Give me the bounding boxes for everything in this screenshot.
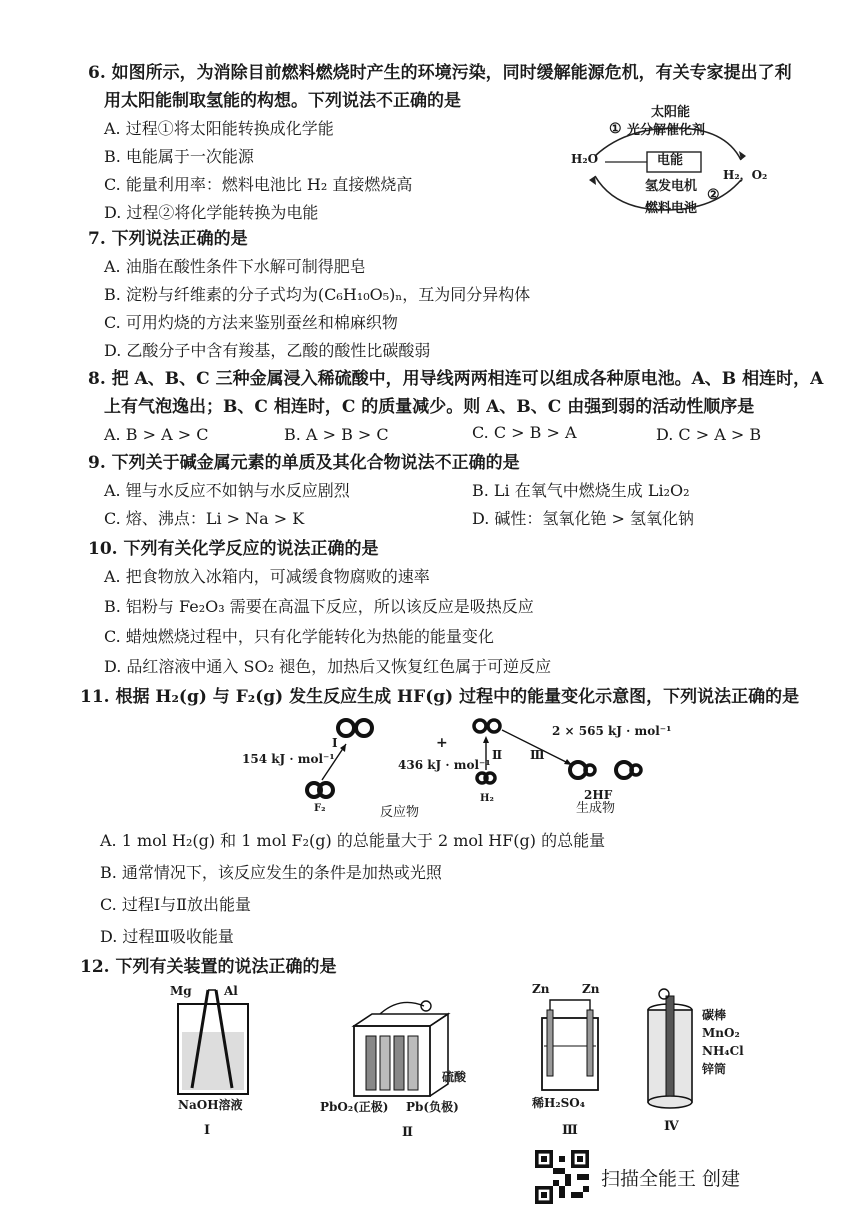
q12-carbon-rod-label: 碳棒 — [702, 1008, 727, 1022]
q7-option-c: C. 可用灼烧的方法来鉴别蚕丝和棉麻织物 — [104, 313, 398, 332]
q8-option-d: D. C > A > B — [656, 425, 762, 444]
q12-device-1 — [160, 984, 270, 1144]
q6-option-b: B. 电能属于一次能源 — [104, 147, 254, 166]
q11-option-d: D. 过程Ⅲ吸收能量 — [100, 927, 234, 946]
q6-stem-line1: 6. 如图所示，为消除目前燃料燃烧时产生的环境污染，同时缓解能源危机，有关专家提出了利 — [88, 63, 792, 83]
q12-device-2-lead-battery — [320, 1000, 480, 1110]
q6-h2-o2-label: H₂，O₂ — [723, 168, 768, 182]
q7-option-b: B. 淀粉与纤维素的分子式均为(C₆H₁₀O₅)ₙ，互为同分异构体 — [104, 285, 531, 304]
q6-option-a: A. 过程①将太阳能转换成化学能 — [104, 119, 334, 138]
q11-reactants-label: 反应物 — [380, 805, 420, 820]
q11-option-b: B. 通常情况下，该反应发生的条件是加热或光照 — [100, 863, 442, 882]
q12-device-3-zn-cell — [528, 996, 628, 1096]
q6-h2o-label: H₂O — [571, 152, 599, 166]
q8-option-c: C. C > B > A — [472, 423, 577, 442]
q11-plus-sign: + — [436, 735, 448, 751]
q7-stem: 7. 下列说法正确的是 — [88, 229, 248, 249]
q11-energy-i: 154 kJ · mol⁻¹ — [242, 752, 335, 766]
q11-process-i: Ⅰ — [332, 736, 338, 750]
q12-zn-right-label: Zn — [582, 982, 600, 996]
q12-device-1-beaker — [160, 984, 270, 1114]
q11-products-label: 生成物 — [576, 801, 616, 816]
q12-device-3-num: Ⅲ — [562, 1123, 578, 1138]
q12-device-4-num: Ⅳ — [664, 1119, 679, 1134]
q12-nh4cl-label: NH₄Cl — [702, 1044, 744, 1058]
q12-device-4-dry-cell — [640, 986, 710, 1116]
q6-energy-cycle-diagram — [565, 98, 775, 228]
q8-stem-line2: 上有气泡逸出；B、C 相连时，C 的质量减少。则 A、B、C 由强到弱的活动性顺序是 — [104, 397, 755, 417]
q11-hf-label: 2HF — [584, 788, 613, 802]
q11-energy-ii: 436 kJ · mol⁻¹ — [398, 758, 491, 772]
q12-naoh-label: NaOH溶液 — [178, 1098, 243, 1112]
q6-option-d: D. 过程②将化学能转换为电能 — [104, 203, 319, 222]
q12-device-2-num: Ⅱ — [402, 1125, 413, 1140]
q12-stem: 12. 下列有关装置的说法正确的是 — [80, 957, 337, 977]
q9-option-a: A. 锂与水反应不如钠与水反应剧烈 — [104, 481, 350, 500]
q12-dilute-h2so4-label: 稀H₂SO₄ — [532, 1096, 585, 1110]
q11-option-c: C. 过程Ⅰ与Ⅱ放出能量 — [100, 895, 252, 914]
q11-f2-label: F₂ — [314, 803, 326, 814]
q12-acid-label: 硫酸 — [442, 1070, 467, 1084]
q11-h2-label: H₂ — [480, 793, 494, 804]
q11-stem: 11. 根据 H₂(g) 与 F₂(g) 发生反应生成 HF(g) 过程中的能量变化示意图，下列说法正确的是 — [80, 687, 800, 707]
q12-mg-label: Mg — [170, 984, 192, 998]
q8-stem-line1: 8. 把 A、B、C 三种金属浸入稀硫酸中，用导线两两相连可以组成各种原电池。A、B 相连时，A — [88, 369, 824, 389]
q7-option-d: D. 乙酸分子中含有羧基，乙酸的酸性比碳酸弱 — [104, 341, 431, 360]
q10-option-c: C. 蜡烛燃烧过程中，只有化学能转化为热能的能量变化 — [104, 627, 494, 646]
q6-electric-label: 电能 — [657, 153, 684, 168]
q6-stem-line2: 用太阳能制取氢能的构想。下列说法不正确的是 — [104, 91, 461, 111]
q10-option-b: B. 铝粉与 Fe₂O₃ 需要在高温下反应，所以该反应是吸热反应 — [104, 597, 534, 616]
q9-stem: 9. 下列关于碱金属元素的单质及其化合物说法不正确的是 — [88, 453, 520, 473]
q6-step2-marker: ② — [707, 187, 720, 203]
q10-stem: 10. 下列有关化学反应的说法正确的是 — [88, 539, 379, 559]
q9-option-b: B. Li 在氧气中燃烧生成 Li₂O₂ — [472, 481, 690, 500]
q8-option-b: B. A > B > C — [284, 425, 389, 444]
q6-catalyst-label: 光分解催化剂 — [627, 123, 706, 138]
q12-device-2 — [320, 1000, 480, 1144]
q9-option-d: D. 碱性：氢氧化铯 > 氢氧化钠 — [472, 509, 695, 528]
q12-device-4 — [640, 986, 760, 1144]
q11-option-a: A. 1 mol H₂(g) 和 1 mol F₂(g) 的总能量大于 2 mol HF(g) 的总能量 — [100, 831, 606, 850]
q6-fuel-cell-label: 燃料电池 — [645, 201, 698, 216]
q10-option-a: A. 把食物放入冰箱内，可减缓食物腐败的速率 — [104, 567, 430, 586]
scanner-watermark — [535, 1148, 785, 1204]
q12-zn-left-label: Zn — [532, 982, 550, 996]
q12-mno2-label: MnO₂ — [702, 1026, 740, 1040]
q12-pbo2-label: PbO₂(正极) — [320, 1100, 389, 1114]
q6-option-c: C. 能量利用率：燃料电池比 H₂ 直接燃烧高 — [104, 175, 413, 194]
qr-code-icon — [535, 1150, 589, 1204]
q6-sun-label: 太阳能 — [651, 105, 691, 120]
q11-energy-diagram — [230, 714, 670, 824]
q6-step1-marker: ① — [609, 121, 622, 137]
q11-energy-iii: 2 × 565 kJ · mol⁻¹ — [552, 724, 672, 738]
q12-device-3 — [528, 982, 628, 1144]
q10-option-d: D. 品红溶液中通入 SO₂ 褪色，加热后又恢复红色属于可逆反应 — [104, 657, 552, 676]
q11-process-iii: Ⅲ — [530, 748, 545, 762]
q11-process-ii: Ⅱ — [492, 748, 503, 762]
q12-al-label: Al — [224, 984, 238, 998]
watermark-text: 扫描全能王 创建 — [601, 1168, 741, 1190]
q6-hydrogen-generator-label: 氢发电机 — [645, 179, 698, 194]
q12-pb-label: Pb(负极) — [406, 1100, 459, 1114]
q12-zinc-can-label: 锌筒 — [702, 1062, 727, 1076]
q8-option-a: A. B > A > C — [104, 425, 209, 444]
q12-device-1-num: Ⅰ — [204, 1123, 211, 1138]
q9-option-c: C. 熔、沸点：Li > Na > K — [104, 509, 305, 528]
q7-option-a: A. 油脂在酸性条件下水解可制得肥皂 — [104, 257, 366, 276]
